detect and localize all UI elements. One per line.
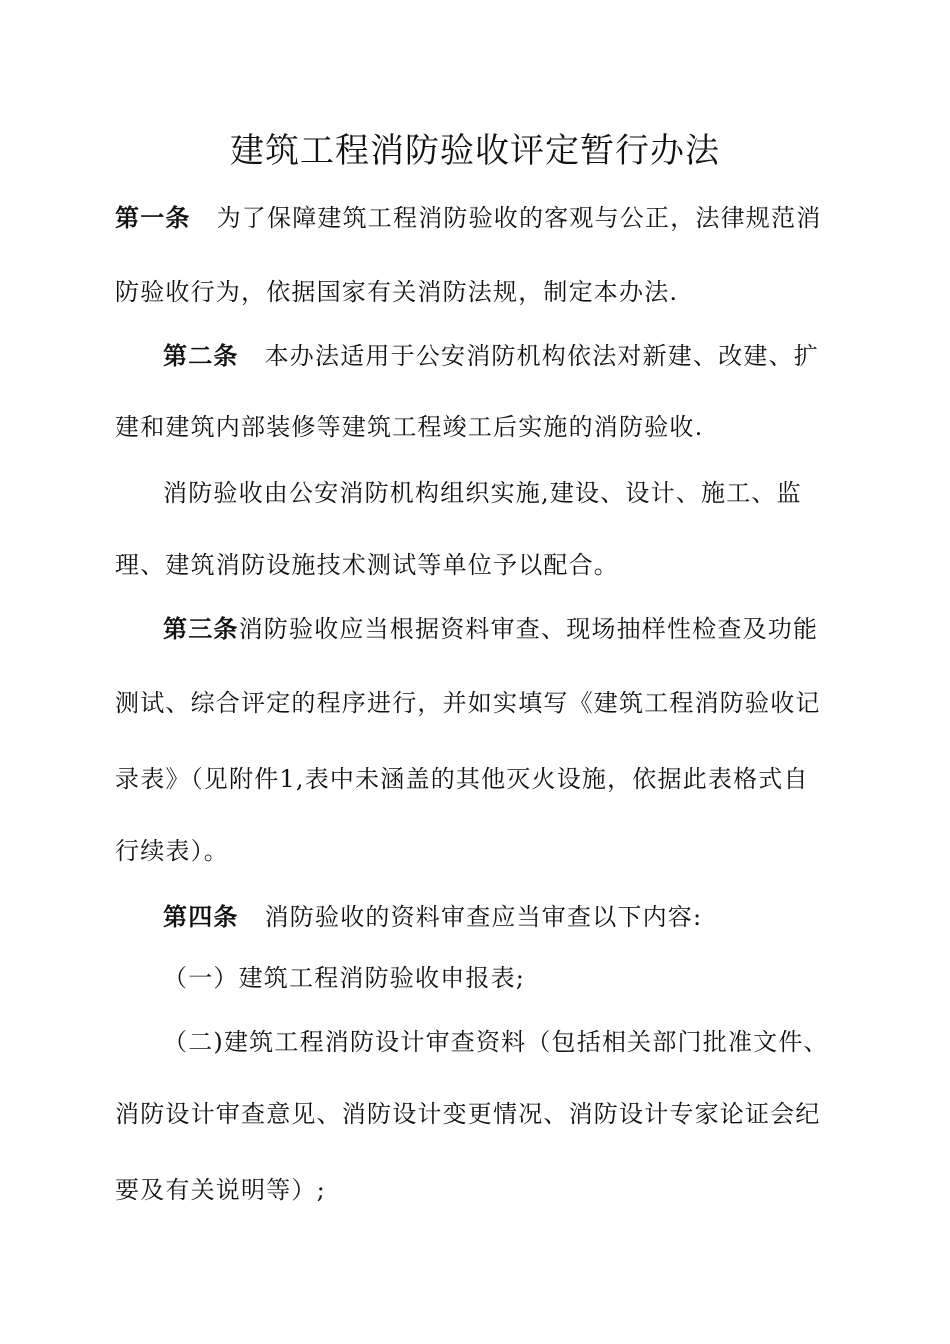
article-4-item-2-line-3: 要及有关说明等）;: [115, 1176, 326, 1204]
article-1-line-1: [115, 201, 840, 235]
article-4-line-1: [163, 900, 840, 934]
article-1-text-1: 为了保障建筑工程消防验收的客观与公正，法律规范消: [216, 204, 822, 232]
article-3-line-4: 行续表）。: [115, 837, 229, 865]
article-4-item-2-line-2: 消防设计审查意见、消防设计变更情况、消防设计专家论证会纪: [115, 1100, 821, 1128]
article-2-line-1: [163, 339, 840, 373]
article-3-line-3: 录表》（见附件1,表中未涵盖的其他灭火设施，依据此表格式自: [115, 765, 809, 793]
article-4-item-1: （一）建筑工程消防验收申报表;: [163, 964, 526, 992]
article-1-label: 第一条: [115, 204, 191, 232]
article-3-line-1: [163, 612, 840, 646]
article-4-text-1: 消防验收的资料审查应当审查以下内容:: [264, 903, 703, 931]
article-2-para-2-line-1: 消防验收由公安消防机构组织实施,建设、设计、施工、监: [163, 479, 802, 507]
article-2-label: 第二条: [163, 342, 239, 370]
article-3-label: 第三条: [163, 615, 239, 643]
article-2-line-2: 建和建筑内部装修等建筑工程竣工后实施的消防验收.: [115, 413, 704, 441]
article-2-text-1: 本办法适用于公安消防机构依法对新建、改建、扩: [264, 342, 820, 370]
article-3-line-2: 测试、综合评定的程序进行，并如实填写《建筑工程消防验收记: [115, 689, 821, 717]
article-1-line-2: 防验收行为，依据国家有关消防法规，制定本办法.: [115, 278, 679, 306]
article-2-para-2-line-2: 理、建筑消防设施技术测试等单位予以配合。: [115, 551, 619, 579]
article-4-item-2-line-1: （二)建筑工程消防设计审查资料（包括相关部门批准文件、: [163, 1028, 829, 1056]
article-4-label: 第四条: [163, 903, 239, 931]
document-title: 建筑工程消防验收评定暂行办法: [230, 131, 720, 171]
article-3-text-1: 消防验收应当根据资料审查、现场抽样性检查及功能: [238, 615, 819, 643]
